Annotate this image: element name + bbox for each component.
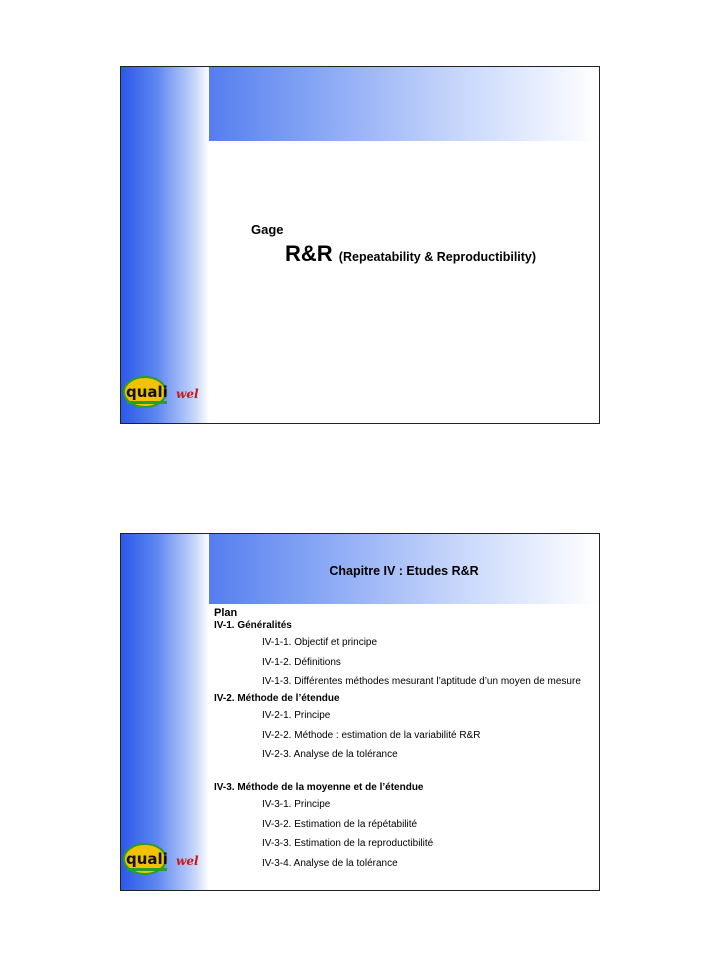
side-band [121, 67, 209, 423]
outline-item: IV-3-4. Analyse de la tolérance [262, 857, 398, 869]
side-band [121, 534, 209, 890]
slide-title [120, 66, 600, 424]
outline-item: IV-3-1. Principe [262, 798, 331, 810]
outline-item: IV-2-2. Méthode : estimation de la variabilité R&R [262, 729, 481, 741]
outline-item: IV-2-3. Analyse de la tolérance [262, 749, 398, 761]
spacer [214, 765, 589, 781]
outline-item: IV-1-2. Définitions [262, 656, 341, 668]
plan-outline [214, 607, 589, 873]
content-area [209, 141, 599, 423]
svg-text:quali: quali [126, 850, 168, 868]
svg-text:wel: wel [176, 854, 199, 868]
outline-item: IV-1-1. Objectif et principe [262, 637, 378, 648]
outline-item: IV-1-3. Différentes méthodes mesurant l’aptitude d’un moyen de mesure [262, 676, 581, 688]
section-title: IV-1. Généralités [214, 620, 292, 631]
plan-heading: Plan [214, 607, 238, 619]
svg-text:wel: wel [176, 387, 199, 401]
section-title: IV-3. Méthode de la moyenne et de l’étendue [214, 781, 424, 793]
outline-item: IV-2-1. Principe [262, 710, 331, 722]
slide-heading [285, 241, 536, 267]
outline-item: IV-3-2. Estimation de la répétabilité [262, 818, 418, 830]
quali-wel-logo [123, 371, 205, 411]
quali-wel-logo [123, 838, 205, 878]
slide-plan [120, 533, 600, 891]
rr-subtitle: (Repeatability & Reproductibility) [338, 250, 537, 264]
gage-label: Gage [251, 222, 284, 237]
section-title: IV-2. Méthode de l’étendue [214, 693, 340, 705]
svg-text:quali: quali [126, 383, 168, 401]
outline-item: IV-3-3. Estimation de la reproductibilité [262, 838, 434, 850]
chapter-title: Chapitre IV : Etudes R&R [329, 564, 479, 578]
rr-label: R&R [285, 241, 333, 266]
